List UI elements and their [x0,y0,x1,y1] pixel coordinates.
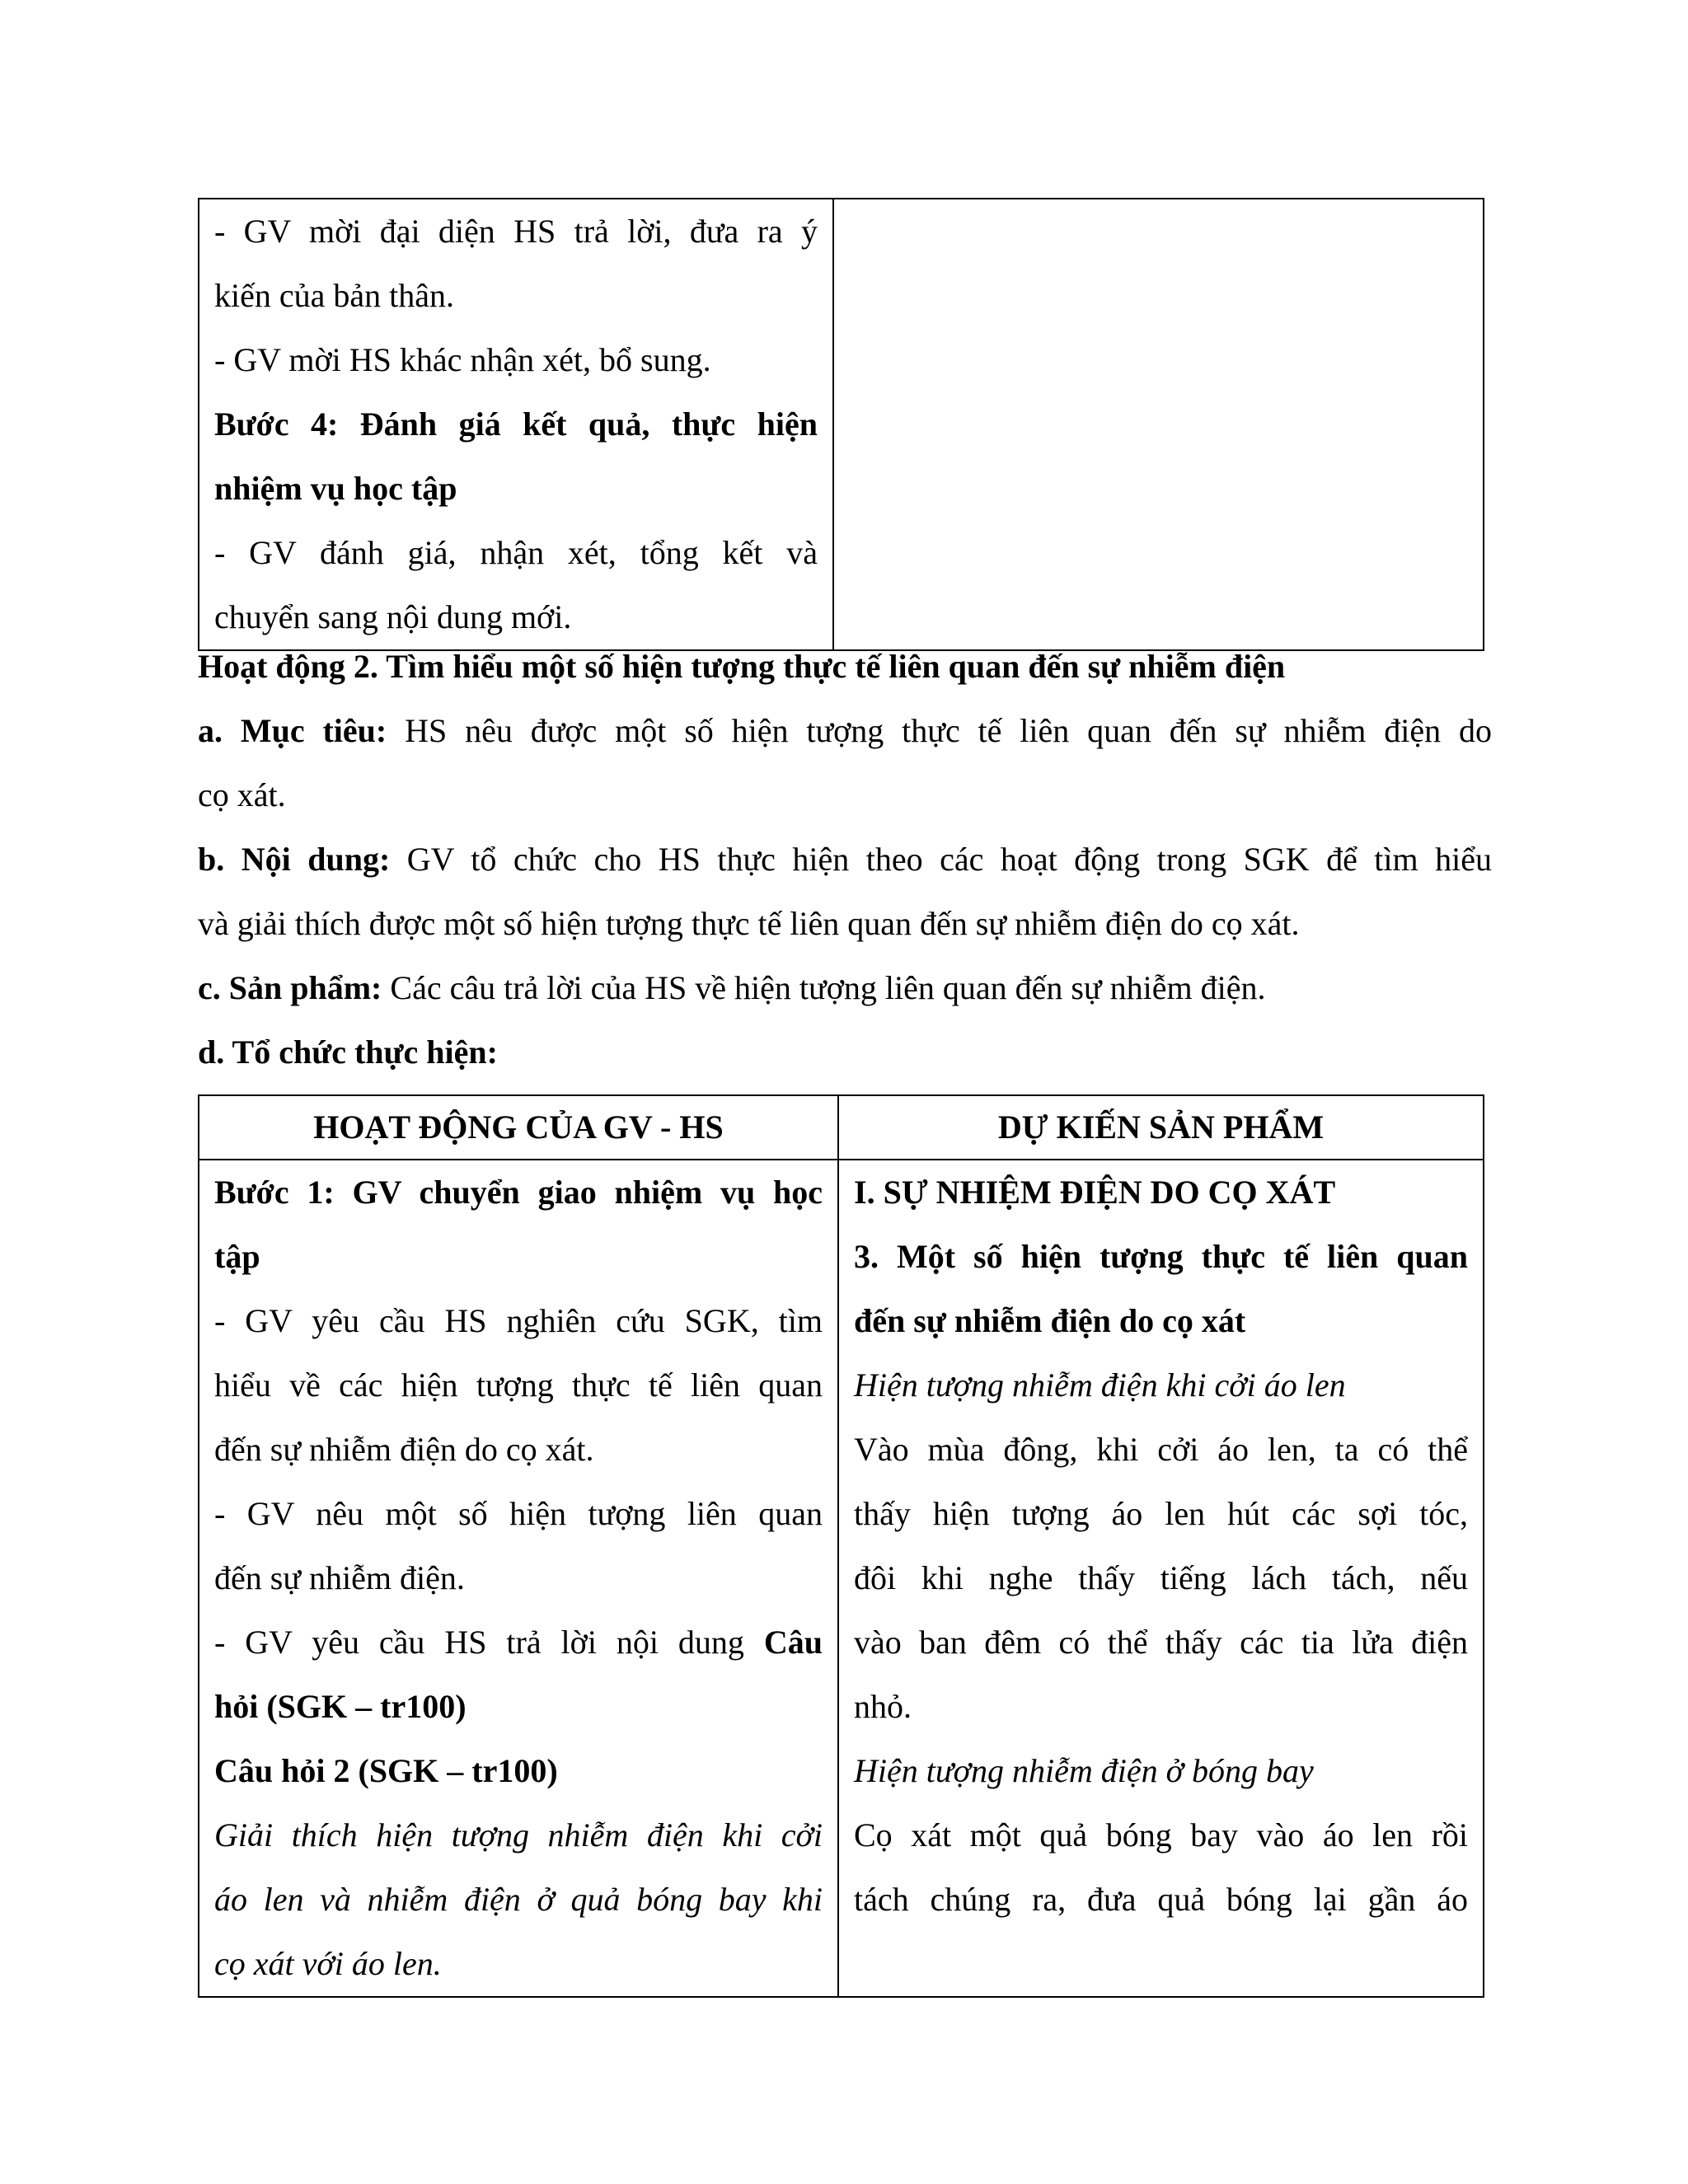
phenomenon-title: Hiện tượng nhiễm điện khi cởi áo len [854,1366,1346,1404]
text-bold: Câu [763,1624,823,1661]
content-label: b. Nội dung: [198,841,391,878]
question-text: cọ xát với áo len. [214,1945,442,1982]
text-line: - GV nêu một số hiện tượng liên quan [214,1495,823,1532]
text-line: chuyển sang nội dung mới. [214,598,572,635]
table-cell-products [833,199,1484,650]
table-cell-activities [199,1160,838,1997]
text-line: nhỏ. [854,1688,912,1725]
objective-label: a. Mục tiêu: [198,712,387,749]
header-right: DỰ KIẾN SẢN PHẨM [838,1095,1484,1160]
content-text: GV tổ chức cho HS thực hiện theo các hoạt động trong SGK để tìm hiểu [390,841,1492,878]
step-heading: nhiệm vụ học tập [214,470,457,507]
content-text-cont: và giải thích được một số hiện tượng thực tế liên quan đến sự nhiễm điện do cọ xát. [198,905,1300,942]
content-line [198,827,1492,892]
text-line: Vào mùa đông, khi cởi áo len, ta có thể [854,1431,1468,1468]
text-line: Cọ xát một quả bóng bay vào áo len rồi [854,1816,1468,1854]
step-heading: tập [214,1238,260,1275]
text-plain: - GV yêu cầu HS trả lời nội dung [214,1624,764,1661]
question-title: Câu hỏi 2 (SGK – tr100) [214,1752,558,1789]
text-line: thấy hiện tượng áo len hút các sợi tóc, [854,1495,1468,1532]
question-text: Giải thích hiện tượng nhiễm điện khi cởi [214,1816,823,1854]
step-heading: Bước 1: GV chuyển giao nhiệm vụ học [214,1174,823,1211]
text-line: - GV đánh giá, nhận xét, tổng kết và [214,534,818,571]
text-line: vào ban đêm có thể thấy các tia lửa điện [854,1624,1468,1661]
product-line [198,956,1492,1020]
text-line: - GV yêu cầu HS nghiên cứu SGK, tìm [214,1302,823,1339]
text-line: hiểu về các hiện tượng thực tế liên quan [214,1366,823,1404]
product-label: c. Sản phẩm: [198,969,382,1006]
text-line: đôi khi nghe thấy tiếng lách tách, nếu [854,1559,1468,1596]
text-line: kiến của bản thân. [214,277,454,314]
activity-section [198,635,1492,1085]
product-text: Các câu trả lời của HS về hiện tượng liên quan đến sự nhiễm điện. [382,969,1266,1006]
table-cell-products [838,1160,1484,1997]
question-text: áo len và nhiễm điện ở quả bóng bay khi [214,1881,823,1918]
subsection-title: 3. Một số hiện tượng thực tế liên quan [854,1238,1468,1275]
section-title: I. SỰ NHIỆM ĐIỆN DO CỌ XÁT [854,1174,1336,1211]
objective-text-cont: cọ xát. [198,776,286,813]
text-line [214,1610,823,1675]
header-left: HOẠT ĐỘNG CỦA GV - HS [199,1095,838,1160]
text-line: - GV mời HS khác nhận xét, bổ sung. [214,341,711,378]
table-cell-activities [199,199,833,650]
text-line: đến sự nhiễm điện. [214,1559,465,1596]
objective-text: HS nêu được một số hiện tượng thực tế liên quan đến sự nhiễm điện do [387,712,1493,749]
text-line: - GV mời đại diện HS trả lời, đưa ra ý [214,213,818,250]
activity-table [198,1094,1484,1998]
objective-line [198,699,1492,763]
continued-activity-table [198,198,1484,651]
step-heading: Bước 4: Đánh giá kết quả, thực hiện [214,405,818,443]
organization-label: d. Tổ chức thực hiện: [198,1033,498,1071]
text-line: đến sự nhiễm điện do cọ xát. [214,1431,594,1468]
activity-heading: Hoạt động 2. Tìm hiểu một số hiện tượng thực tế liên quan đến sự nhiễm điện [198,648,1286,685]
question-ref: hỏi (SGK – tr100) [214,1688,467,1725]
phenomenon-title: Hiện tượng nhiễm điện ở bóng bay [854,1752,1314,1789]
subsection-title: đến sự nhiễm điện do cọ xát [854,1302,1246,1339]
text-line: tách chúng ra, đưa quả bóng lại gần áo [854,1881,1468,1918]
